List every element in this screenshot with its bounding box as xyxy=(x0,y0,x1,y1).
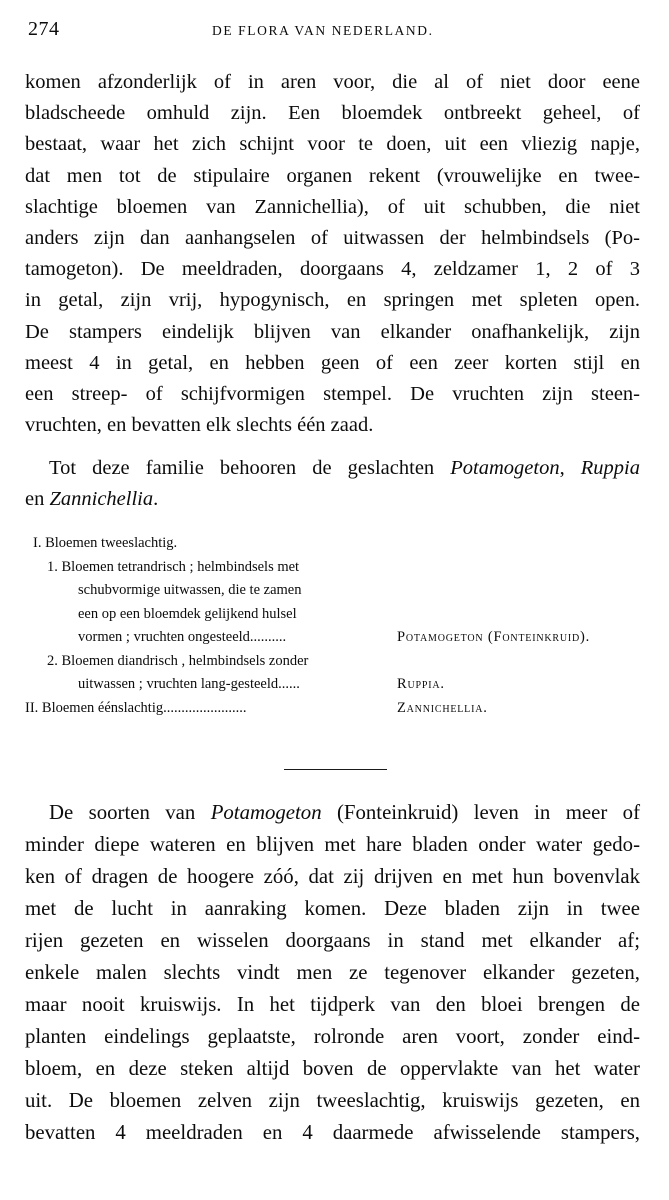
text-line: dat men tot de stipulaire organen rekent (vrouwelijke en twee- xyxy=(25,164,640,187)
key-entry: I. Bloemen tweeslachtig. xyxy=(33,535,178,551)
paragraph-potamogeton xyxy=(25,797,640,1149)
text-fragment: (Fonteinkruid) leven in meer of xyxy=(321,801,640,824)
text-line xyxy=(25,453,640,484)
text-line: uit. De bloemen zelven zijn tweeslachtig, kruiswijs gezeten, en xyxy=(25,1089,640,1112)
paragraph-family-description xyxy=(25,67,640,441)
text-line: planten eindelings geplaatste, rolronde aren voort, zonder eind- xyxy=(25,1025,640,1048)
text-fragment: en xyxy=(25,488,50,511)
running-head: DE FLORA VAN NEDERLAND. xyxy=(212,23,434,38)
key-row xyxy=(25,650,650,674)
text-line: bevatten 4 meeldraden en 4 daarmede afwisselende stampers, xyxy=(25,1121,640,1144)
text-line: bestaat, waar het zich schijnt voor te doen, uit een vliezig napje, xyxy=(25,133,640,156)
genus-name: Potamogeton xyxy=(450,457,560,479)
text-fragment: . xyxy=(153,488,159,511)
key-entry: 1. Bloemen tetrandrisch ; helmbindsels met xyxy=(47,558,300,575)
text-line: De stampers eindelijk blijven van elkander onafhankelijk, zijn xyxy=(25,320,640,343)
text-fragment: Tot deze familie behooren de geslachten xyxy=(49,457,451,479)
text-line: een streep- of schijfvormigen stempel. De vruchten zijn steen- xyxy=(25,383,640,406)
key-row xyxy=(25,626,650,650)
key-result: Ruppia. xyxy=(397,676,445,692)
text-line: met de lucht in aanraking komen. Deze bladen zijn in twee xyxy=(25,897,640,920)
text-line: vruchten, en bevatten elk slechts één zaad. xyxy=(25,414,374,437)
key-entry: schubvormige uitwassen, die te zamen xyxy=(78,582,302,598)
key-entry: uitwassen ; vruchten lang-gesteeld...... xyxy=(78,676,300,692)
text-line: minder diepe wateren en blijven met hare bladen onder water gedo- xyxy=(25,833,640,856)
text-line: rijen gezeten en wisselen doorgaans in stand met elkander af; xyxy=(25,929,640,952)
text-line: bloem, en deze steken altijd boven de oppervlakte van het water xyxy=(25,1057,640,1080)
text-line: anders zijn dan aanhangselen of uitwassen der helmbindsels (Po- xyxy=(25,227,640,250)
genus-name: Zannichellia xyxy=(49,488,154,511)
identification-key xyxy=(25,532,650,720)
section-divider xyxy=(284,769,387,770)
text-line: ken of dragen de hoogere zóó, dat zij drijven en met hun bovenvlak xyxy=(25,865,640,888)
key-entry: 2. Bloemen diandrisch , helmbindsels zonder xyxy=(47,652,309,669)
key-row xyxy=(25,673,650,697)
text-fragment: , xyxy=(559,457,581,479)
key-result: Potamogeton (Fonteinkruid). xyxy=(397,629,591,645)
text-line xyxy=(25,484,640,515)
key-row xyxy=(25,579,650,603)
key-row xyxy=(25,697,650,721)
key-result: Zannichellia. xyxy=(397,699,488,716)
genus-name: Potamogeton xyxy=(210,801,322,824)
text-line: slachtige bloemen van Zannichellia), of uit schubben, die niet xyxy=(25,195,640,218)
key-entry: vormen ; vruchten ongesteeld.......... xyxy=(78,629,287,645)
paragraph-genera xyxy=(25,453,640,515)
key-entry: II. Bloemen éénslachtig....................... xyxy=(25,699,247,716)
text-line: tamogeton). De meeldraden, doorgaans 4, zeldzamer 1, 2 of 3 xyxy=(25,258,640,281)
text-line: meest 4 in getal, en hebben geen of een zeer korten stijl en xyxy=(25,351,640,374)
text-line: enkele malen slechts vindt men ze tegenover elkander gezeten, xyxy=(25,961,640,984)
text-line: komen afzonderlijk of in aren voor, die al of niet door eene xyxy=(25,71,640,93)
key-row xyxy=(25,556,650,580)
text-line: bladscheede omhuld zijn. Een bloemdek ontbreekt geheel, of xyxy=(25,102,640,125)
key-entry: een op een bloemdek gelijkend hulsel xyxy=(78,605,297,622)
text-line xyxy=(25,797,640,829)
text-line: in getal, zijn vrij, hypogynisch, en springen met spleten open. xyxy=(25,289,640,312)
key-row xyxy=(25,603,650,627)
page-number: 274 xyxy=(28,18,60,40)
text-fragment: De soorten van xyxy=(49,801,211,824)
text-line: maar nooit kruiswijs. In het tijdperk van den bloei brengen de xyxy=(25,993,640,1016)
key-row xyxy=(25,532,650,556)
page-header xyxy=(28,18,655,44)
genus-name: Ruppia xyxy=(580,457,640,479)
